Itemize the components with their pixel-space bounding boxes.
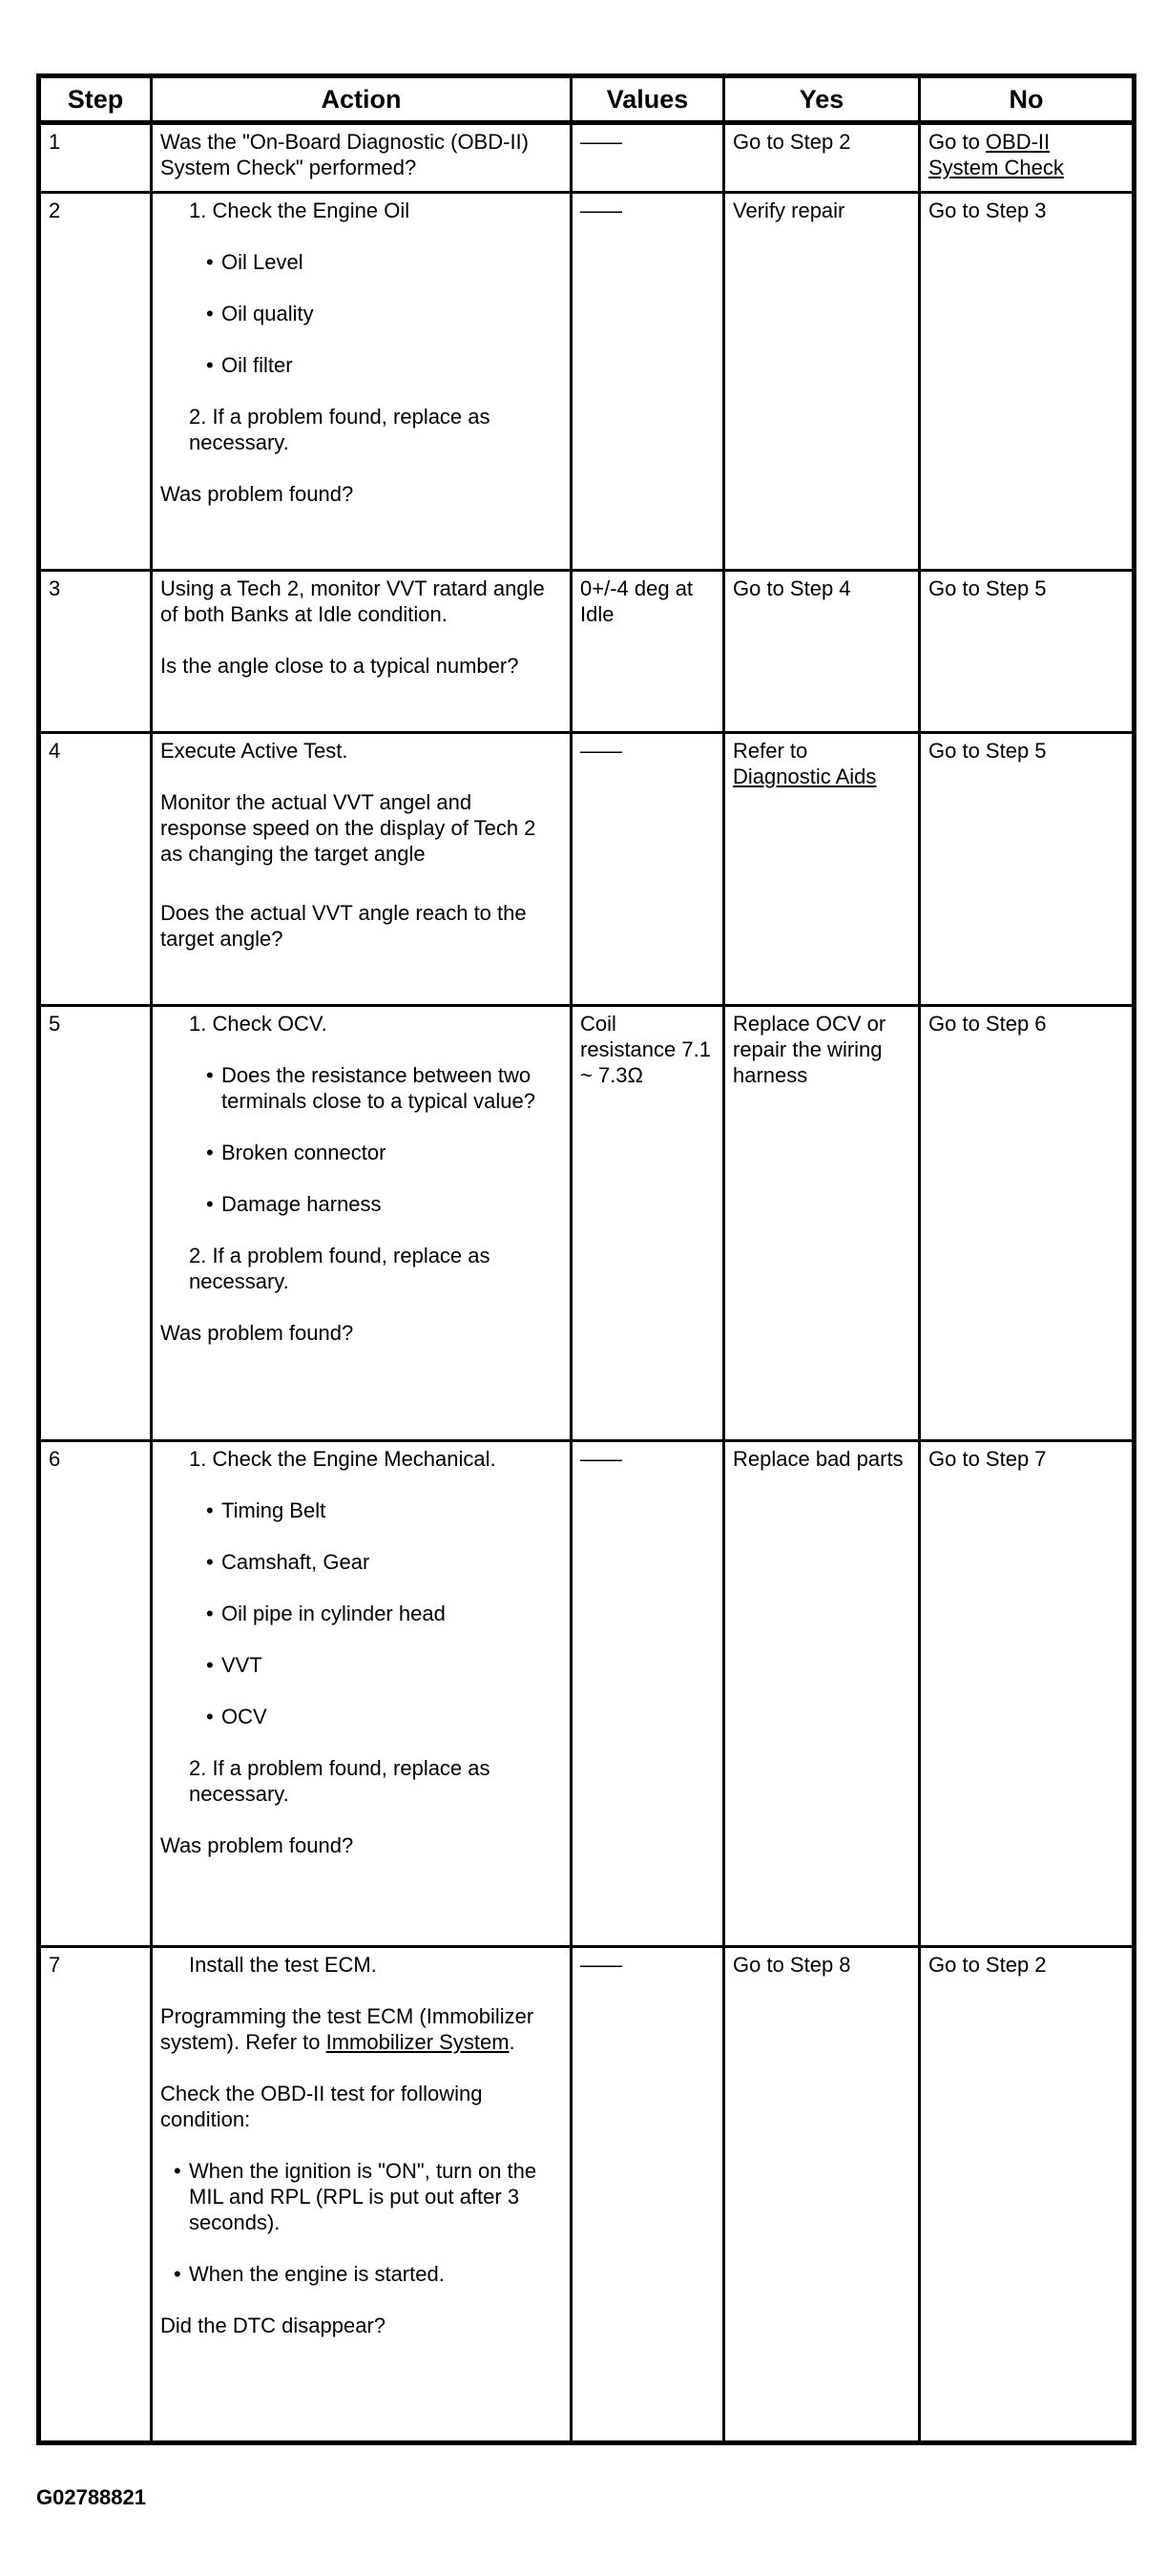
step-number: 5 — [39, 1006, 152, 1441]
obd-ii-system-check-link[interactable]: OBD-II System Check — [928, 130, 1064, 179]
action-text: Check the OBD-II test for following condition: — [160, 2082, 483, 2131]
action-item: 2. If a problem found, replace as necessary. — [189, 1244, 490, 1293]
no-cell: Go to Step 6 — [920, 1006, 1135, 1441]
action-text: Monitor the actual VVT angel and response speed on the display of Tech 2 as changing the target angle — [160, 790, 536, 866]
action-text-suffix: . — [509, 2030, 515, 2054]
yes-cell: Go to Step 2 — [724, 123, 920, 193]
diagnostic-aids-link[interactable]: Diagnostic Aids — [733, 764, 877, 788]
action-bullet: • When the ignition is "ON", turn on the MIL and RPL (RPL is put out after 3 seconds). — [189, 2158, 562, 2235]
step-number: 2 — [39, 193, 152, 571]
header-no: No — [920, 76, 1135, 123]
action-item: 1. Check the Engine Mechanical. — [189, 1447, 496, 1471]
header-step: Step — [39, 76, 152, 123]
step-number: 3 — [39, 571, 152, 733]
action-question: Was problem found? — [160, 1833, 354, 1857]
action-question: Did the DTC disappear? — [160, 2314, 386, 2337]
no-cell: Go to Step 5 — [920, 571, 1135, 733]
no-cell: Go to Step 2 — [920, 1947, 1135, 2443]
step-number: 6 — [39, 1441, 152, 1947]
action-cell — [152, 1441, 572, 1947]
yes-prefix: Refer to — [733, 739, 808, 763]
action-text — [160, 2003, 562, 2055]
action-cell — [152, 571, 572, 733]
values-cell: —— — [572, 733, 724, 1006]
action-bullet: • Timing Belt — [221, 1497, 562, 1523]
no-cell — [920, 123, 1135, 193]
action-cell — [152, 733, 572, 1006]
yes-cell: Replace bad parts — [724, 1441, 920, 1947]
table-row — [39, 733, 1135, 1006]
values-cell: —— — [572, 1947, 724, 2443]
action-bullet: • Oil pipe in cylinder head — [221, 1601, 562, 1626]
header-action: Action — [152, 76, 572, 123]
action-question: Was problem found? — [160, 1321, 354, 1345]
action-bullet: • Does the resistance between two terminals close to a typical value? — [221, 1062, 562, 1114]
action-bullet: • Broken connector — [221, 1140, 562, 1165]
yes-cell: Replace OCV or repair the wiring harness — [724, 1006, 920, 1441]
action-text-prefix: Programming the test ECM (Immobilizer system). Refer to — [160, 2004, 534, 2054]
action-question: Is the angle close to a typical number? — [160, 654, 519, 678]
action-cell — [152, 1947, 572, 2443]
header-values: Values — [572, 76, 724, 123]
table-row — [39, 123, 1135, 193]
action-question: Was problem found? — [160, 482, 354, 506]
step-number: 7 — [39, 1947, 152, 2443]
values-cell: Coil resistance 7.1 ~ 7.3Ω — [572, 1006, 724, 1441]
action-item: 2. If a problem found, replace as necessary. — [189, 405, 490, 454]
step-number: 1 — [39, 123, 152, 193]
table-row — [39, 571, 1135, 733]
yes-cell — [724, 733, 920, 1006]
table-row — [39, 1441, 1135, 1947]
diagnostic-table — [36, 73, 1136, 2445]
yes-cell: Go to Step 8 — [724, 1947, 920, 2443]
values-cell: —— — [572, 123, 724, 193]
header-row — [39, 76, 1135, 123]
table-row — [39, 193, 1135, 571]
no-cell: Go to Step 7 — [920, 1441, 1135, 1947]
step-number: 4 — [39, 733, 152, 1006]
action-bullet: • Camshaft, Gear — [221, 1549, 562, 1575]
yes-cell: Verify repair — [724, 193, 920, 571]
action-item: 1. Check OCV. — [189, 1012, 327, 1036]
action-bullet: • OCV — [221, 1704, 562, 1729]
no-cell: Go to Step 3 — [920, 193, 1135, 571]
figure-id: G02788821 — [36, 2485, 146, 2509]
action-item: 1. Check the Engine Oil — [189, 199, 410, 222]
action-bullet: • Oil Level — [221, 249, 562, 275]
action-text: Was the "On-Board Diagnostic (OBD-II) System Check" performed? — [152, 123, 572, 193]
values-cell: —— — [572, 1441, 724, 1947]
no-prefix: Go to — [928, 130, 986, 154]
action-bullet: • Oil filter — [221, 352, 562, 378]
action-item: 2. If a problem found, replace as necessary. — [189, 1756, 490, 1806]
values-cell: —— — [572, 193, 724, 571]
values-cell: 0+/-4 deg at Idle — [572, 571, 724, 733]
immobilizer-system-link[interactable]: Immobilizer System — [325, 2030, 510, 2054]
no-cell: Go to Step 5 — [920, 733, 1135, 1006]
action-text: Execute Active Test. — [160, 739, 348, 763]
action-text: Using a Tech 2, monitor VVT ratard angle of both Banks at Idle condition. — [160, 576, 545, 626]
table-row — [39, 1006, 1135, 1441]
action-bullet: • When the engine is started. — [189, 2261, 562, 2287]
action-question: Does the actual VVT angle reach to the target angle? — [160, 901, 527, 951]
action-text: Install the test ECM. — [189, 1953, 377, 1977]
action-bullet: • Damage harness — [221, 1191, 562, 1217]
yes-cell: Go to Step 4 — [724, 571, 920, 733]
table-row — [39, 1947, 1135, 2443]
action-bullet: • Oil quality — [221, 301, 562, 326]
action-cell — [152, 193, 572, 571]
header-yes: Yes — [724, 76, 920, 123]
action-cell — [152, 1006, 572, 1441]
action-bullet: • VVT — [221, 1652, 562, 1678]
